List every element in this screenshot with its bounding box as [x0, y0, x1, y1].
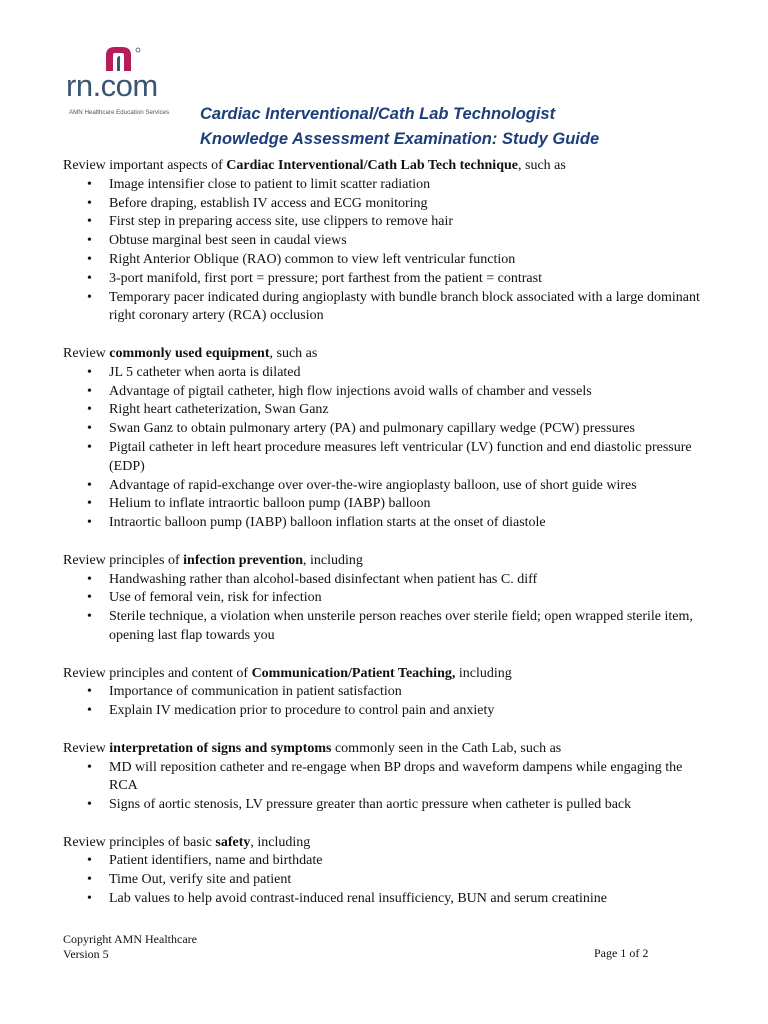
- section-intro: Review interpretation of signs and symptoms commonly seen in the Cath Lab, such as: [63, 740, 562, 756]
- list-item: • Handwashing rather than alcohol-based disinfectant when patient has C. diff: [87, 571, 538, 587]
- bullet-list: [63, 759, 713, 815]
- list-item: • Explain IV medication prior to procedure to control pain and anxiety: [87, 703, 495, 719]
- section-intro: Review principles of basic safety, including: [63, 834, 311, 850]
- document-title: [200, 102, 599, 152]
- list-item: • Temporary pacer indicated during angioplasty with bundle branch block associated with a large dominant right coronary artery (RCA) occlusion: [87, 289, 700, 324]
- bullet-list: [63, 176, 713, 326]
- rn-com-logo: [66, 44, 184, 120]
- bullet-list: [63, 852, 713, 908]
- title-line-2: Knowledge Assessment Examination: Study Guide: [200, 130, 600, 148]
- list-item: • Use of femoral vein, risk for infection: [87, 590, 322, 606]
- section-equipment: [63, 345, 713, 533]
- list-item: • Time Out, verify site and patient: [87, 872, 292, 888]
- section-intro: Review commonly used equipment, such as: [63, 345, 318, 361]
- list-item: • Pigtail catheter in left heart procedure measures left ventricular (LV) function and end diastolic pressure (EDP): [87, 439, 692, 474]
- list-item: • Intraortic balloon pump (IABP) balloon inflation starts at the onset of diastole: [87, 515, 546, 531]
- list-item: • Sterile technique, a violation when unsterile person reaches over sterile field; open wrapped sterile item, opening last flap towards you: [87, 609, 693, 643]
- list-item: • Signs of aortic stenosis, LV pressure greater than aortic pressure when catheter is pulled back: [87, 797, 632, 813]
- list-item: • Lab values to help avoid contrast-induced renal insufficiency, BUN and serum creatinine: [87, 891, 607, 907]
- page-number: Page 1 of 2: [594, 946, 649, 960]
- section-technique: [63, 157, 713, 326]
- logo-text: rn.com: [66, 68, 158, 103]
- list-item: • Image intensifier close to patient to limit scatter radiation: [87, 176, 431, 192]
- list-item: • Importance of communication in patient satisfaction: [87, 684, 402, 700]
- list-item: • Helium to inflate intraortic balloon pump (IABP) balloon: [87, 496, 431, 512]
- copyright-text: Copyright AMN Healthcare: [63, 932, 197, 946]
- bullet-list: [63, 364, 713, 533]
- list-item: • Before draping, establish IV access and ECG monitoring: [87, 195, 428, 211]
- list-item: • JL 5 catheter when aorta is dilated: [87, 364, 301, 380]
- title-line-1: Cardiac Interventional/Cath Lab Technologist: [200, 105, 556, 123]
- section-intro: Review principles and content of Communication/Patient Teaching, including: [63, 665, 512, 681]
- list-item: • 3-port manifold, first port = pressure; port farthest from the patient = contrast: [87, 270, 542, 286]
- list-item: • Right heart catheterization, Swan Ganz: [87, 402, 329, 418]
- section-intro: Review important aspects of Cardiac Interventional/Cath Lab Tech technique, such as: [63, 158, 566, 173]
- section-infection-prevention: [63, 552, 713, 646]
- section-communication: [63, 665, 713, 721]
- list-item: • Advantage of rapid-exchange over over-the-wire angioplasty balloon, use of short guide wires: [87, 477, 637, 493]
- logo-tagline: AMN Healthcare Education Services: [69, 109, 170, 116]
- list-item: • Right Anterior Oblique (RAO) common to view left ventricular function: [87, 251, 516, 267]
- list-item: • First step in preparing access site, use clippers to remove hair: [87, 214, 454, 230]
- section-intro: Review principles of infection prevention, including: [63, 552, 363, 568]
- list-item: • MD will reposition catheter and re-engage when BP drops and waveform dampens while engaging the RCA: [87, 759, 683, 794]
- footer-copyright-block: [63, 932, 197, 961]
- list-item: • Patient identifiers, name and birthdate: [87, 853, 323, 869]
- section-safety: [63, 834, 713, 909]
- bullet-list: [63, 683, 713, 721]
- list-item: • Swan Ganz to obtain pulmonary artery (PA) and pulmonary capillary wedge (PCW) pressures: [87, 421, 635, 437]
- list-item: • Advantage of pigtail catheter, high flow injections avoid walls of chamber and vessels: [87, 383, 592, 399]
- section-signs-symptoms: [63, 740, 713, 815]
- bullet-list: [63, 571, 713, 646]
- list-item: • Obtuse marginal best seen in caudal views: [87, 233, 347, 249]
- version-text: Version 5: [63, 946, 109, 961]
- study-guide-content: [63, 157, 713, 928]
